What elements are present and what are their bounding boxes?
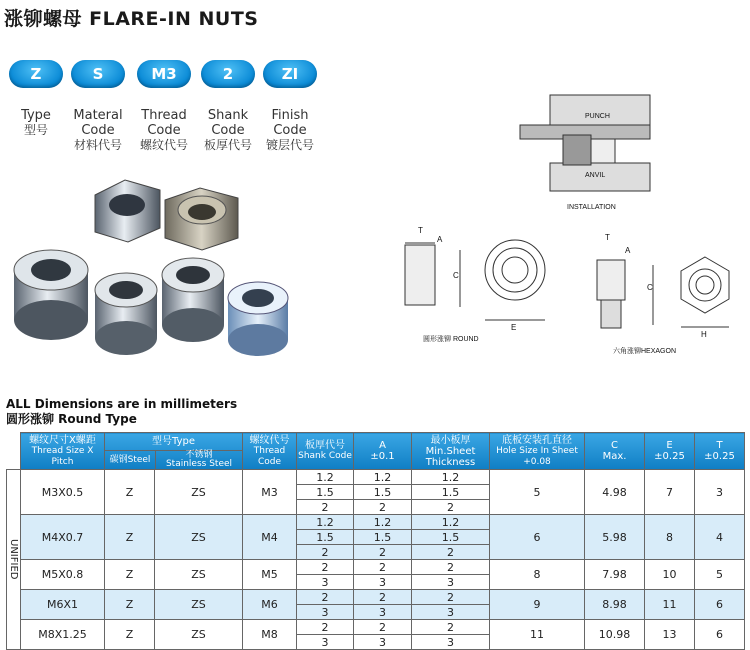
round-side-view: [405, 243, 460, 307]
cell-e: 7: [645, 470, 695, 515]
hex-top-view: [681, 257, 729, 327]
table-row: [7, 470, 745, 485]
header-e: E ±0.25: [645, 433, 695, 470]
cell-hole: 6: [490, 515, 585, 560]
cell-shank: 1.5: [297, 485, 354, 500]
code-label-cn: 型号: [23, 123, 48, 137]
cell-min-sheet: 1.2: [412, 515, 490, 530]
cell-t: 6: [695, 590, 745, 620]
cell-shank: 2: [297, 500, 354, 515]
cell-e: 13: [645, 620, 695, 650]
cell-hole: 11: [490, 620, 585, 650]
section-header: [6, 397, 237, 427]
cell-thread-code: M5: [243, 560, 297, 590]
product-photo: [0, 170, 380, 370]
code-label-cn: 镀层代号: [265, 138, 314, 152]
cell-e: 11: [645, 590, 695, 620]
hex-dim-t-label: T: [605, 233, 610, 242]
table-row: [7, 560, 745, 575]
cell-stainless: ZS: [155, 515, 243, 560]
cell-c: 7.98: [585, 560, 645, 590]
cell-stainless: ZS: [155, 620, 243, 650]
code-label-2: Code: [81, 123, 115, 138]
cell-thread-code: M4: [243, 515, 297, 560]
cell-min-sheet: 3: [412, 635, 490, 650]
header-thread-code: 螺纹代号 Thread Code: [243, 433, 297, 470]
hex-side-view: [597, 260, 653, 328]
code-label: Thread: [141, 108, 187, 123]
round-top-view: [485, 240, 545, 320]
header-min-sheet: 最小板厚 Min.Sheet Thickness: [412, 433, 490, 470]
cell-a: 3: [354, 575, 412, 590]
cell-a: 3: [354, 635, 412, 650]
cell-thread: M4X0.7: [21, 515, 105, 560]
cell-steel: Z: [105, 590, 155, 620]
hex-dim-c-label: C: [647, 283, 653, 292]
units-note: ALL Dimensions are in millimeters: [6, 397, 238, 411]
cell-t: 3: [695, 470, 745, 515]
cell-min-sheet: 1.5: [412, 485, 490, 500]
dim-t-label: T: [418, 226, 423, 235]
hexagon-caption: 六角涨铆HEXAGON: [613, 348, 677, 355]
cell-thread: M6X1: [21, 590, 105, 620]
cell-steel: Z: [105, 620, 155, 650]
code-label: Materal: [73, 108, 123, 123]
cell-min-sheet: 2: [412, 560, 490, 575]
header-stainless: 不锈钢 Stainless Steel: [165, 450, 233, 469]
cell-min-sheet: 2: [412, 545, 490, 560]
table-row: [7, 515, 745, 530]
cell-a: 1.5: [354, 530, 412, 545]
cell-a: 1.2: [354, 470, 412, 485]
code-label: Shank: [207, 108, 249, 123]
code-label-2: Code: [273, 123, 307, 138]
cell-shank: 3: [297, 635, 354, 650]
cell-thread: M5X0.8: [21, 560, 105, 590]
hex-nut-silver: [95, 180, 160, 242]
cell-t: 6: [695, 620, 745, 650]
cell-c: 8.98: [585, 590, 645, 620]
cell-c: 5.98: [585, 515, 645, 560]
cell-min-sheet: 2: [412, 500, 490, 515]
header-a: A ±0.1: [354, 433, 412, 470]
round-nut-2: [162, 258, 224, 342]
code-label-2: Code: [211, 123, 245, 138]
cell-e: 8: [645, 515, 695, 560]
cell-shank: 2: [297, 560, 354, 575]
cell-shank: 3: [297, 605, 354, 620]
cell-hole: 9: [490, 590, 585, 620]
cell-thread-code: M6: [243, 590, 297, 620]
cell-min-sheet: 1.2: [412, 470, 490, 485]
cell-min-sheet: 3: [412, 605, 490, 620]
table-body: [7, 470, 745, 650]
code-label-cn: 板厚代号: [203, 138, 252, 152]
table-row: [7, 620, 745, 635]
cell-a: 2: [354, 560, 412, 575]
cell-min-sheet: 1.5: [412, 530, 490, 545]
anvil-label: ANVIL: [585, 172, 606, 179]
cell-shank: 2: [297, 620, 354, 635]
code-label-cn: 螺纹代号: [139, 138, 188, 152]
dim-e-label: E: [511, 323, 517, 332]
header-spacer: [7, 433, 21, 470]
code-pill: M3: [137, 60, 191, 88]
table-row: [7, 590, 745, 605]
header-hole-size: 底板安装孔直径 Hole Size In Sheet +0.08: [490, 433, 585, 470]
cell-stainless: ZS: [155, 470, 243, 515]
cell-shank: 2: [297, 590, 354, 605]
code-finish: [262, 60, 318, 153]
header-shank-code: 板厚代号 Shank Code: [297, 433, 354, 470]
cell-shank: 2: [297, 545, 354, 560]
cell-c: 4.98: [585, 470, 645, 515]
punch-label: PUNCH: [585, 113, 610, 120]
cell-steel: Z: [105, 470, 155, 515]
cell-min-sheet: 2: [412, 590, 490, 605]
cell-a: 2: [354, 545, 412, 560]
code-pill: 2: [201, 60, 255, 88]
code-pill: Z: [9, 60, 63, 88]
cell-a: 1.5: [354, 485, 412, 500]
cell-e: 10: [645, 560, 695, 590]
cell-steel: Z: [105, 560, 155, 590]
round-caption: 圆形涨铆 ROUND: [423, 336, 479, 343]
cell-a: 3: [354, 605, 412, 620]
header-t: T ±0.25: [695, 433, 745, 470]
code-label: Finish: [271, 108, 309, 123]
cell-t: 5: [695, 560, 745, 590]
code-label-2: Code: [147, 123, 181, 138]
round-nut-knurled: [95, 273, 157, 355]
page-title: 涨铆螺母 FLARE-IN NUTS: [4, 8, 259, 30]
technical-drawings: [385, 85, 750, 375]
header-steel: 碳钢Steel: [105, 451, 156, 469]
cell-thread-code: M8: [243, 620, 297, 650]
installation-label: INSTALLATION: [567, 204, 616, 211]
cell-a: 2: [354, 590, 412, 605]
code-shank: [200, 60, 256, 153]
dimensions-table: [6, 432, 745, 650]
header-c: C Max.: [585, 433, 645, 470]
dim-h-label: H: [701, 330, 707, 339]
cell-hole: 8: [490, 560, 585, 590]
cell-thread: M8X1.25: [21, 620, 105, 650]
round-nut-1: [14, 250, 88, 340]
cell-steel: Z: [105, 515, 155, 560]
header-type: 型号Type 碳钢Steel 不锈钢 Stainless Steel: [105, 433, 243, 470]
cell-thread-code: M3: [243, 470, 297, 515]
round-type-heading: 圆形涨铆 Round Type: [6, 412, 137, 426]
code-label-cn: 材料代号: [73, 138, 122, 152]
cell-t: 4: [695, 515, 745, 560]
cell-stainless: ZS: [155, 560, 243, 590]
code-material: [70, 60, 126, 153]
hex-nut-bronze: [165, 188, 238, 250]
dim-c-label: C: [453, 271, 459, 280]
cell-a: 2: [354, 500, 412, 515]
hex-dim-a-label: A: [625, 246, 631, 255]
round-nut-blue: [228, 282, 288, 356]
code-label: Type: [21, 108, 51, 123]
cell-a: 2: [354, 620, 412, 635]
cell-stainless: ZS: [155, 590, 243, 620]
cell-shank: 1.5: [297, 530, 354, 545]
cell-a: 1.2: [354, 515, 412, 530]
cell-min-sheet: 2: [412, 620, 490, 635]
cell-c: 10.98: [585, 620, 645, 650]
code-pill: ZI: [263, 60, 317, 88]
unified-label: UNIFIED: [7, 470, 21, 650]
dim-a-label: A: [437, 235, 443, 244]
cell-shank: 1.2: [297, 515, 354, 530]
cell-thread: M3X0.5: [21, 470, 105, 515]
cell-hole: 5: [490, 470, 585, 515]
code-pill: S: [71, 60, 125, 88]
code-thread: [136, 60, 192, 153]
header-thread-size: 螺纹尺寸X螺距 Thread Size X Pitch: [21, 433, 105, 470]
cell-shank: 3: [297, 575, 354, 590]
cell-min-sheet: 3: [412, 575, 490, 590]
code-type: [8, 60, 64, 138]
cell-shank: 1.2: [297, 470, 354, 485]
